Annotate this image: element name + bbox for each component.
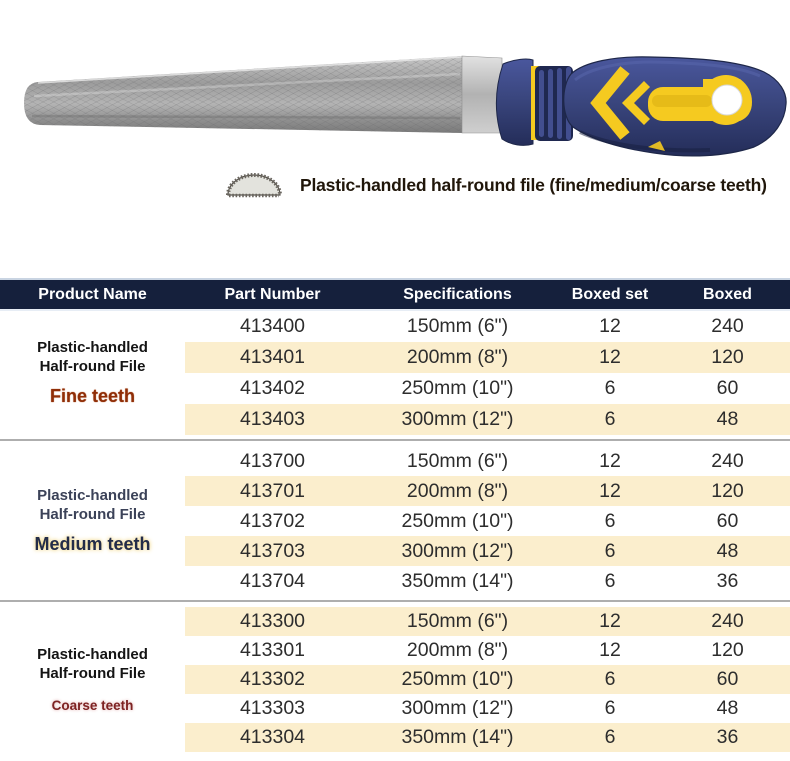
table-row <box>185 566 790 596</box>
part-number-cell: 413402 <box>239 377 306 399</box>
boxed-set-cell: 12 <box>599 479 621 502</box>
file-handle <box>496 57 786 156</box>
boxed-set-cell: 12 <box>599 449 621 472</box>
table-row <box>185 373 790 404</box>
table-row <box>185 342 790 373</box>
teeth-type-label: Fine teeth <box>49 385 135 406</box>
table-row <box>185 665 790 694</box>
part-number-cell: 413300 <box>239 610 306 632</box>
file-blade <box>24 56 462 133</box>
table-row <box>185 476 790 506</box>
part-number-cell: 413301 <box>239 639 306 661</box>
table-row <box>185 506 790 536</box>
header-specifications: Specifications <box>403 285 512 303</box>
boxed-set-cell: 12 <box>599 610 621 632</box>
spec-cell: 200mm (8") <box>406 639 509 661</box>
teeth-type-label: Medium teeth <box>34 533 151 554</box>
spec-cell: 150mm (6") <box>406 449 509 472</box>
part-number-cell: 413701 <box>239 479 306 502</box>
boxed-set-cell: 6 <box>604 726 616 748</box>
part-number-cell: 413704 <box>239 569 306 592</box>
boxed-set-cell: 6 <box>604 509 616 532</box>
half-round-file-illustration <box>0 0 790 166</box>
product-photo <box>0 0 790 166</box>
boxed-cell: 60 <box>716 509 739 532</box>
boxed-cell: 120 <box>711 639 744 661</box>
group-rows <box>185 607 790 752</box>
boxed-set-cell: 6 <box>604 408 616 430</box>
product-name: Plastic-handled Half-round File <box>37 339 148 375</box>
boxed-set-cell: 6 <box>604 668 616 690</box>
boxed-cell: 36 <box>716 569 739 592</box>
part-number-cell: 413702 <box>239 509 306 532</box>
boxed-cell: 60 <box>716 668 739 690</box>
spec-cell: 250mm (10") <box>401 668 514 690</box>
product-group-medium-teeth <box>0 439 790 596</box>
part-number-cell: 413700 <box>239 449 306 472</box>
spec-cell: 300mm (12") <box>401 408 514 430</box>
table-row <box>185 446 790 476</box>
part-number-cell: 413400 <box>239 315 306 337</box>
product-name: Plastic-handled Half-round File <box>37 646 148 682</box>
boxed-cell: 36 <box>716 726 739 748</box>
header-part-number: Part Number <box>224 285 321 303</box>
spec-cell: 300mm (12") <box>401 697 514 719</box>
spec-cell: 150mm (6") <box>406 315 509 337</box>
spec-cell: 350mm (14") <box>401 569 514 592</box>
boxed-set-cell: 6 <box>604 697 616 719</box>
product-name-cell <box>0 607 185 752</box>
caption <box>224 169 767 201</box>
table-row <box>185 311 790 342</box>
spec-cell: 350mm (14") <box>401 726 514 748</box>
caption-text: Plastic-handled half-round file (fine/medium/coarse teeth) <box>300 174 767 195</box>
group-rows <box>185 446 790 596</box>
boxed-cell: 240 <box>711 315 744 337</box>
teeth-type-label: Coarse teeth <box>51 697 134 713</box>
boxed-cell: 240 <box>711 449 744 472</box>
spec-cell: 200mm (8") <box>406 479 509 502</box>
spec-cell: 200mm (8") <box>406 346 509 368</box>
spec-cell: 250mm (10") <box>401 377 514 399</box>
part-number-cell: 413401 <box>239 346 306 368</box>
spec-cell: 150mm (6") <box>406 610 509 632</box>
boxed-set-cell: 6 <box>604 569 616 592</box>
part-number-cell: 413303 <box>239 697 306 719</box>
product-name: Plastic-handled Half-round File <box>37 487 148 523</box>
header-boxed-set: Boxed set <box>571 285 649 303</box>
product-group-coarse-teeth <box>0 600 790 752</box>
boxed-cell: 240 <box>711 610 744 632</box>
table-row <box>185 607 790 636</box>
boxed-cell: 120 <box>711 346 744 368</box>
table-row <box>185 404 790 435</box>
boxed-set-cell: 6 <box>604 377 616 399</box>
part-number-cell: 413304 <box>239 726 306 748</box>
part-number-cell: 413403 <box>239 408 306 430</box>
table-row <box>185 723 790 752</box>
boxed-set-cell: 12 <box>599 639 621 661</box>
table-row <box>185 636 790 665</box>
file-tang <box>462 56 502 133</box>
boxed-cell: 48 <box>716 408 739 430</box>
header-product-name: Product Name <box>38 285 147 303</box>
boxed-set-cell: 12 <box>599 346 621 368</box>
table-row <box>185 536 790 566</box>
boxed-cell: 48 <box>716 539 739 562</box>
group-rows <box>185 311 790 435</box>
boxed-cell: 60 <box>716 377 739 399</box>
boxed-cell: 48 <box>716 697 739 719</box>
spec-table <box>0 278 790 752</box>
boxed-set-cell: 12 <box>599 315 621 337</box>
spec-cell: 300mm (12") <box>401 539 514 562</box>
header-boxed: Boxed <box>703 285 752 303</box>
table-row <box>185 694 790 723</box>
boxed-set-cell: 6 <box>604 539 616 562</box>
product-group-fine-teeth <box>0 311 790 435</box>
product-name-cell <box>0 446 185 596</box>
part-number-cell: 413703 <box>239 539 306 562</box>
spec-cell: 250mm (10") <box>401 509 514 532</box>
table-header-row <box>0 278 790 311</box>
part-number-cell: 413302 <box>239 668 306 690</box>
half-round-cross-section-icon <box>224 169 284 201</box>
boxed-cell: 120 <box>711 479 744 502</box>
product-name-cell <box>0 311 185 435</box>
